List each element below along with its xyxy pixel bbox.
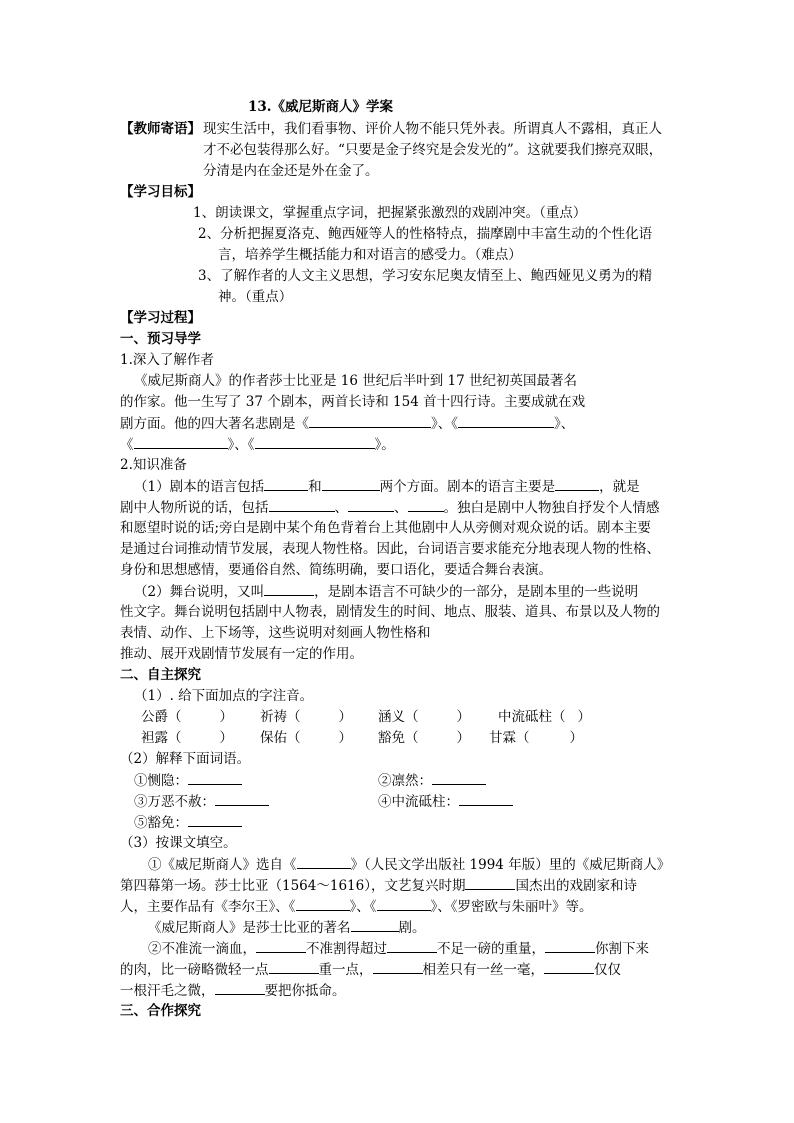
blank-f2-3[interactable] [545,939,595,953]
pinyin-item-qidao: 祈祷（ ） [260,709,352,725]
pinyin-item-huomian: 豁免（ ） [378,730,470,746]
blank-work-1[interactable] [296,897,350,911]
goals-label: 【学习目标】 [120,184,201,200]
author-para-line-3: 剧方面。他的四大著名悲剧是《 》、《 》、 [120,416,575,432]
sub-2: 2.知识准备 [120,457,187,473]
blank-f2-1[interactable] [256,939,306,953]
question-2: （2）解释下面词语。 [120,751,251,767]
blank-wanebushe[interactable] [215,792,269,806]
goal-2-cont: 言，培养学生概括能力和对语言的感受力。（难点） [218,247,522,263]
stage-line-4: 推动、展开戏剧情节发展有一定的作用。 [120,646,363,662]
fill-2-line-2: 的肉，比一磅略微轻一点 重一点， 相差只有一丝一毫， 仅仅 [120,962,621,978]
goal-2: 2、分析把握夏洛克、鲍西娅等人的性格特点，揣摩剧中丰富生动的个性化语 [198,226,653,242]
section-1-heading: 一、预习导学 [120,331,201,347]
page-title: 13.《威尼斯商人》学案 [248,99,393,115]
knowledge-line-2: 剧中人物所说的话，包括 、 、 。独白是剧中人物独自抒发个人情感 [120,500,660,516]
blank-f2-6[interactable] [544,960,594,974]
fill-1-line-3: 人，主要作品有《李尔王》、《 》、《 》、《罗密欧与朱丽叶》等。 [120,899,593,915]
blank-huomian[interactable] [188,813,242,827]
author-para-line-2: 的作家。他一生写了 37 个剧本，两首长诗和 154 首十四行诗。主要成就在戏 [120,394,586,410]
fill-1-line-4: 《威尼斯商人》是莎士比亚的著名 剧。 [148,920,426,936]
fill-2-line-1: ②不准流一滴血， 不准割得超过 不足一磅的重量， 你割下来 [148,941,649,957]
blank-linran[interactable] [432,771,486,785]
word-wanebushe: ③万恶不赦： [134,792,269,811]
goal-3: 3、了解作者的人文主义思想，学习安东尼奥友情至上、鲍西娅见义勇为的精 [198,268,653,284]
blank-source-book[interactable] [297,855,351,869]
pinyin-item-baoyou: 保佑（ ） [260,730,352,746]
knowledge-line-4: 是通过台词推动情节发展，表现人物性格。因此，台词语言要求能充分地表现人物的性格、 [120,541,660,557]
blank-tragedy-4[interactable] [255,435,375,449]
blank-dialogue-3[interactable] [408,498,444,512]
author-para-line-4: 《 》、《 》。 [120,437,395,453]
word-linran: ②凛然： [378,771,486,790]
section-2-heading: 二、自主探究 [120,667,201,683]
goal-3-cont: 神。（重点） [218,289,293,305]
fill-2-line-3: 一根汗毛之微， 要把你抵命。 [120,983,346,999]
stage-line-1: （2）舞台说明，又叫 ，是剧本语言不可缺少的一部分，是剧本里的一些说明 [134,584,639,600]
word-zhongliudizhu: ④中流砥柱： [378,792,513,811]
blank-tragedy-3[interactable] [134,435,228,449]
teacher-words-label: 【教师寄语】 [120,121,201,137]
word-ceyin: ①恻隐： [134,771,242,790]
blank-f2-2[interactable] [387,939,437,953]
fill-1-line-2: 第四幕第一场。莎士比亚（1564～1616），文艺复兴时期 国杰出的戏剧家和诗 [120,878,637,894]
teacher-words-line-1: 现实生活中，我们看事物、评价人物不能只凭外表。所谓真人不露相，真正人 [203,121,662,137]
section-3-heading: 三、合作探究 [120,1003,201,1019]
blank-genre[interactable] [351,918,399,932]
blank-language-main[interactable] [555,477,599,491]
blank-f2-7[interactable] [215,981,265,995]
goal-1: 1、朗读课文，掌握重点字词，把握紧张激烈的戏剧冲突。（重点） [193,205,587,221]
question-1: （1）. 给下面加点的字注音。 [134,688,314,704]
knowledge-line-5: 身份和思想感情，要通俗自然、简练明确，要口语化，要适合舞台表演。 [120,562,552,578]
pinyin-item-ganlin: 甘霖（ ） [489,730,583,746]
blank-work-2[interactable] [377,897,431,911]
blank-dialogue-2[interactable] [348,498,394,512]
blank-stage-alias[interactable] [264,582,314,596]
pinyin-item-zhongliudizhu: 中流砥柱（ ） [498,709,591,725]
blank-f2-4[interactable] [269,960,319,974]
teacher-words-line-2: 才不必包装得那么好。“只要是金子终究是会发光的”。这就要我们擦亮双眼， [203,142,663,158]
pinyin-item-hanyi: 涵义（ ） [378,709,470,725]
blank-language-2[interactable] [322,477,380,491]
blank-language-1[interactable] [264,477,308,491]
question-3: （3）按课文填空。 [120,835,237,851]
blank-f2-5[interactable] [373,960,423,974]
fill-1-line-1: ①《威尼斯商人》选自《 》（人民文学出版社 1994 年版）里的《威尼斯商人》 [148,857,671,873]
teacher-words-line-3: 分清是内在金还是外在金了。 [203,163,379,179]
blank-ceyin[interactable] [188,771,242,785]
stage-line-2: 性文字。舞台说明包括剧中人物表，剧情发生的时间、地点、服装、道具、布景以及人物的 [120,604,660,620]
stage-line-3: 表情、动作、上下场等，这些说明对刻画人物性格和 [120,625,431,641]
blank-tragedy-2[interactable] [458,414,554,428]
blank-dialogue-1[interactable] [269,498,335,512]
sub-1: 1.深入了解作者 [120,352,214,368]
blank-country[interactable] [465,876,515,890]
word-huomian: ⑤豁免： [134,813,242,832]
blank-tragedy-1[interactable] [309,414,431,428]
pinyin-item-gongjue: 公爵（ ） [141,709,233,725]
blank-zhongliudizhu[interactable] [459,792,513,806]
knowledge-line-1: （1）剧本的语言包括 和 两个方面。剧本的语言主要是 ，就是 [134,479,640,495]
process-label: 【学习过程】 [120,310,201,326]
pinyin-item-tanlu: 袒露（ ） [141,730,233,746]
author-para-line-1: 《威尼斯商人》的作者莎士比亚是 16 世纪后半叶到 17 世纪初英国最著名 [134,373,578,389]
knowledge-line-3: 和愿望时说的话;旁白是剧中某个角色背着台上其他剧中人从旁侧对观众说的话。剧本主要 [120,520,652,536]
